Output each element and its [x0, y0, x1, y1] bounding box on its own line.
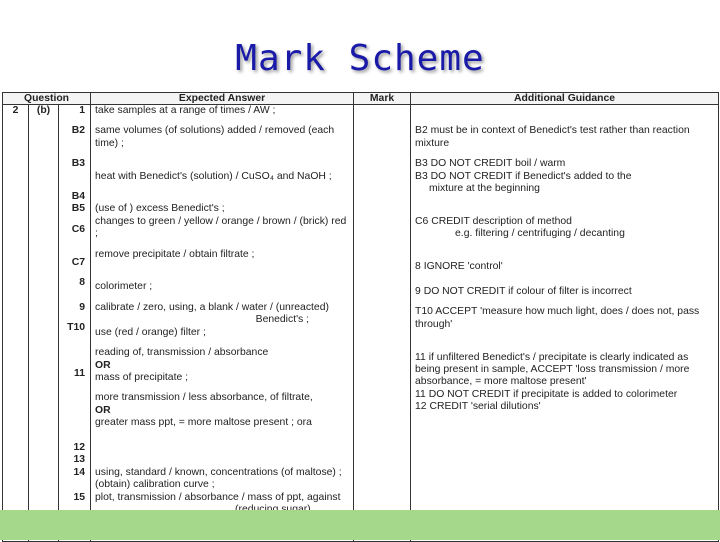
answer-t10: reading of, transmission / absorbance — [95, 347, 269, 359]
answer-b4: (use of ) excess Benedict's ; — [95, 203, 225, 215]
point-label: C6 — [71, 223, 86, 235]
answer-11: more transmission / less absorbance, of filtrate, — [95, 392, 313, 404]
question-number: 2 — [3, 105, 29, 542]
point-label: B2 — [71, 125, 86, 137]
question-part: (b) — [29, 105, 59, 542]
answer-1: take samples at a range of times / AW ; — [95, 105, 276, 116]
answer-t10-alt: mass of precipitate ; — [95, 371, 189, 383]
point-label: 8 — [79, 277, 86, 289]
point-label: 12 — [73, 441, 86, 453]
point-label: 9 — [79, 301, 86, 313]
point-label: T10 — [67, 322, 86, 334]
point-label: B3 — [71, 158, 86, 170]
page-title: Mark Scheme — [235, 38, 485, 79]
answer-t10-or: OR — [95, 359, 111, 371]
answer-14: plot, transmission / absorbance / mass of ppt, against — [95, 491, 341, 503]
expected-answer-cell — [91, 105, 354, 542]
answer-8-continued: Benedict's ; — [255, 314, 310, 326]
point-label: B4 — [71, 191, 86, 203]
answer-b2: same volumes (of solutions) added / removed (each time) ; — [95, 125, 335, 149]
guidance-11-unfiltered: 11 if unfiltered Benedict's / precipitate is clearly indicated as being present in sample, ACCEPT 'loss transmission / more absorbance, = more maltose present' — [415, 351, 690, 388]
guidance-cell — [411, 105, 719, 542]
guidance-8: 8 IGNORE 'control' — [415, 261, 503, 273]
guidance-b3-continued: mixture at the beginning — [429, 183, 540, 195]
header-additional-guidance: Additional Guidance — [411, 93, 719, 105]
answer-9: use (red / orange) filter ; — [95, 326, 206, 338]
marking-point-labels — [59, 105, 91, 542]
header-row — [3, 93, 719, 105]
header-question: Question — [3, 93, 91, 105]
point-label: 14 — [73, 466, 86, 478]
answer-8: calibrate / zero, using, a blank / water / (unreacted) — [95, 301, 329, 313]
guidance-c6-example: e.g. filtering / centrifuging / decanting — [455, 228, 625, 240]
header-expected-answer: Expected Answer — [91, 93, 354, 105]
guidance-t10: T10 ACCEPT 'measure how much light, does / does not, pass through' — [415, 306, 700, 330]
answer-c6: remove precipitate / obtain filtrate ; — [95, 248, 255, 260]
guidance-b2: B2 must be in context of Benedict's test rather than reaction mixture — [415, 125, 690, 149]
guidance-b3-boil: B3 DO NOT CREDIT boil / warm — [415, 158, 566, 170]
guidance-11-colorimeter: 11 DO NOT CREDIT if precipitate is added to colorimeter — [415, 388, 678, 400]
answer-b5: changes to green / yellow / orange / brown / (brick) red ; — [95, 215, 347, 240]
answer-11-or: OR — [95, 404, 111, 416]
guidance-9: 9 DO NOT CREDIT if colour of filter is incorrect — [415, 285, 632, 297]
point-label: 1 — [79, 105, 86, 116]
point-label: 11 — [74, 367, 86, 379]
answer-c7: colorimeter ; — [95, 281, 153, 293]
guidance-c6: C6 CREDIT description of method — [415, 215, 572, 227]
answer-12: using, standard / known, concentrations (of maltose) ; — [95, 466, 342, 478]
answer-13: (obtain) calibration curve ; — [95, 479, 215, 491]
point-label: 13 — [73, 454, 86, 466]
answer-b3: heat with Benedict's (solution) / CuSO₄ and NaOH ; — [95, 170, 332, 182]
guidance-b3-added: B3 DO NOT CREDIT if Benedict's added to the — [415, 170, 632, 182]
answer-11-alt: greater mass ppt, = more maltose present ; ora — [95, 417, 312, 429]
point-label: C7 — [71, 256, 86, 268]
mark-cell — [354, 105, 411, 542]
guidance-12: 12 CREDIT 'serial dilutions' — [415, 401, 541, 413]
point-label: B5 — [71, 203, 86, 215]
mark-scheme-table — [2, 92, 719, 542]
point-label: 15 — [73, 491, 86, 503]
answer-row — [3, 105, 719, 542]
footer-bar — [0, 510, 720, 540]
header-mark: Mark — [354, 93, 411, 105]
